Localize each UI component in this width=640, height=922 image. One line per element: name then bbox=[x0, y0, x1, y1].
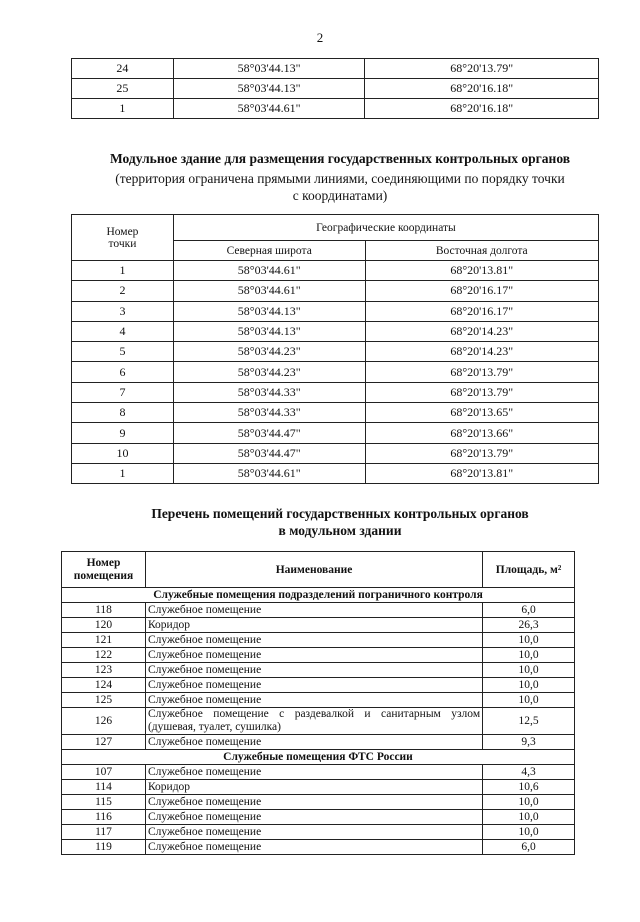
latitude: 58°03'44.13" bbox=[173, 79, 365, 99]
table-row bbox=[62, 678, 575, 693]
latitude: 58°03'44.61" bbox=[173, 281, 365, 301]
latitude: 58°03'44.13" bbox=[173, 59, 365, 79]
room-number: 125 bbox=[62, 693, 146, 708]
page-number: 2 bbox=[316, 30, 324, 45]
table-row bbox=[72, 79, 599, 99]
room-number: 126 bbox=[62, 708, 146, 735]
room-area: 10,0 bbox=[483, 810, 575, 825]
table-row bbox=[62, 780, 575, 795]
longitude: 68°20'13.81" bbox=[365, 261, 599, 281]
table-row bbox=[62, 633, 575, 648]
room-area: 10,0 bbox=[483, 693, 575, 708]
table-row bbox=[62, 810, 575, 825]
room-area: 10,0 bbox=[483, 663, 575, 678]
room-number: 121 bbox=[62, 633, 146, 648]
table-row bbox=[62, 840, 575, 855]
table-row bbox=[72, 362, 599, 382]
latitude: 58°03'44.33" bbox=[173, 403, 365, 423]
room-number: 117 bbox=[62, 825, 146, 840]
room-number: 122 bbox=[62, 648, 146, 663]
table-row bbox=[62, 603, 575, 618]
room-name: Коридор bbox=[145, 618, 482, 633]
section-title-rooms-list-line1: Перечень помещений государственных контрольных органов bbox=[151, 506, 529, 521]
room-area: 6,0 bbox=[483, 603, 575, 618]
latitude: 58°03'44.13" bbox=[173, 301, 365, 321]
rooms-table bbox=[61, 551, 575, 855]
room-name: Служебное помещение bbox=[145, 693, 482, 708]
room-area: 10,0 bbox=[483, 678, 575, 693]
table-row bbox=[72, 423, 599, 443]
room-area: 10,0 bbox=[483, 795, 575, 810]
point-number: 24 bbox=[72, 59, 174, 79]
table-row bbox=[62, 795, 575, 810]
table-row bbox=[72, 321, 599, 341]
room-area: 10,0 bbox=[483, 633, 575, 648]
point-number: 5 bbox=[72, 342, 174, 362]
section-title-rooms-list-line2: в модульном здании bbox=[278, 523, 402, 538]
group-header-row bbox=[62, 750, 575, 765]
room-name: Служебное помещение bbox=[145, 735, 482, 750]
point-number: 1 bbox=[72, 261, 174, 281]
table-row bbox=[72, 443, 599, 463]
latitude: 58°03'44.47" bbox=[173, 443, 365, 463]
point-number: 10 bbox=[72, 443, 174, 463]
room-area: 26,3 bbox=[483, 618, 575, 633]
table-row bbox=[72, 382, 599, 402]
room-name: Служебное помещение bbox=[145, 648, 482, 663]
point-number: 25 bbox=[72, 79, 174, 99]
longitude: 68°20'14.23" bbox=[365, 321, 599, 341]
header-longitude: Восточная долгота bbox=[365, 241, 599, 261]
room-area: 6,0 bbox=[483, 840, 575, 855]
header-latitude: Северная широта bbox=[173, 241, 365, 261]
room-area: 4,3 bbox=[483, 765, 575, 780]
room-number: 127 bbox=[62, 735, 146, 750]
room-name: Служебное помещение bbox=[145, 810, 482, 825]
room-name: Служебное помещение bbox=[145, 633, 482, 648]
room-name: Служебное помещение bbox=[145, 840, 482, 855]
longitude: 68°20'14.23" bbox=[365, 342, 599, 362]
longitude: 68°20'16.17" bbox=[365, 301, 599, 321]
table-row bbox=[62, 765, 575, 780]
room-name: Служебное помещение bbox=[145, 825, 482, 840]
latitude: 58°03'44.47" bbox=[173, 423, 365, 443]
table-row bbox=[72, 99, 599, 119]
room-name: Коридор bbox=[145, 780, 482, 795]
point-number: 9 bbox=[72, 423, 174, 443]
longitude: 68°20'16.18" bbox=[365, 79, 599, 99]
coordinates-table-continued bbox=[71, 58, 599, 119]
longitude: 68°20'13.79" bbox=[365, 443, 599, 463]
room-area: 9,3 bbox=[483, 735, 575, 750]
room-name: Служебное помещение bbox=[145, 795, 482, 810]
room-number: 114 bbox=[62, 780, 146, 795]
group-header-row bbox=[62, 588, 575, 603]
longitude: 68°20'13.66" bbox=[365, 423, 599, 443]
point-number: 2 bbox=[72, 281, 174, 301]
table-row bbox=[72, 261, 599, 281]
room-number: 107 bbox=[62, 765, 146, 780]
table-row bbox=[62, 663, 575, 678]
room-name: Служебное помещение bbox=[145, 765, 482, 780]
room-area: 10,6 bbox=[483, 780, 575, 795]
room-number: 124 bbox=[62, 678, 146, 693]
header-room-number: Номер помещения bbox=[62, 552, 146, 588]
header-room-area: Площадь, м² bbox=[483, 552, 575, 588]
room-number: 119 bbox=[62, 840, 146, 855]
table-row bbox=[62, 708, 575, 735]
header-point-number: Номер точки bbox=[72, 215, 174, 261]
room-number: 115 bbox=[62, 795, 146, 810]
longitude: 68°20'16.18" bbox=[365, 99, 599, 119]
point-number: 3 bbox=[72, 301, 174, 321]
table-row bbox=[72, 59, 599, 79]
longitude: 68°20'13.81" bbox=[365, 463, 599, 483]
room-name: Служебное помещение с раздевалкой и санитарным узлом (душевая, туалет, сушилка) bbox=[145, 708, 482, 735]
latitude: 58°03'44.23" bbox=[173, 342, 365, 362]
room-number: 116 bbox=[62, 810, 146, 825]
table-row bbox=[72, 463, 599, 483]
section-title-modular-building: Модульное здание для размещения государственных контрольных органов bbox=[109, 151, 571, 166]
room-number: 118 bbox=[62, 603, 146, 618]
table-row bbox=[72, 281, 599, 301]
table-row bbox=[62, 825, 575, 840]
latitude: 58°03'44.13" bbox=[173, 321, 365, 341]
longitude: 68°20'13.79" bbox=[365, 59, 599, 79]
point-number: 6 bbox=[72, 362, 174, 382]
table-row bbox=[62, 618, 575, 633]
room-number: 120 bbox=[62, 618, 146, 633]
latitude: 58°03'44.61" bbox=[173, 99, 365, 119]
section-subtitle-line2: с координатами) bbox=[292, 188, 388, 203]
point-number: 7 bbox=[72, 382, 174, 402]
header-room-name: Наименование bbox=[145, 552, 482, 588]
point-number: 1 bbox=[72, 463, 174, 483]
room-name: Служебное помещение bbox=[145, 603, 482, 618]
room-area: 10,0 bbox=[483, 825, 575, 840]
longitude: 68°20'13.79" bbox=[365, 382, 599, 402]
table-row bbox=[62, 648, 575, 663]
section-subtitle-line1: (территория ограничена прямыми линиями, соединяющими по порядку точки bbox=[115, 171, 565, 186]
table-row bbox=[72, 403, 599, 423]
latitude: 58°03'44.33" bbox=[173, 382, 365, 402]
longitude: 68°20'13.79" bbox=[365, 362, 599, 382]
table-row bbox=[62, 735, 575, 750]
table-row bbox=[72, 301, 599, 321]
point-number: 8 bbox=[72, 403, 174, 423]
room-area: 12,5 bbox=[483, 708, 575, 735]
latitude: 58°03'44.23" bbox=[173, 362, 365, 382]
room-number: 123 bbox=[62, 663, 146, 678]
point-number: 1 bbox=[72, 99, 174, 119]
latitude: 58°03'44.61" bbox=[173, 463, 365, 483]
header-geo-coordinates: Географические координаты bbox=[173, 215, 598, 241]
table-row bbox=[62, 693, 575, 708]
longitude: 68°20'13.65" bbox=[365, 403, 599, 423]
point-number: 4 bbox=[72, 321, 174, 341]
longitude: 68°20'16.17" bbox=[365, 281, 599, 301]
room-area: 10,0 bbox=[483, 648, 575, 663]
room-name: Служебное помещение bbox=[145, 678, 482, 693]
table-row bbox=[72, 342, 599, 362]
coordinates-table bbox=[71, 214, 599, 484]
group-title: Служебные помещения подразделений пограничного контроля bbox=[62, 588, 575, 603]
latitude: 58°03'44.61" bbox=[173, 261, 365, 281]
group-title: Служебные помещения ФТС России bbox=[62, 750, 575, 765]
room-name: Служебное помещение bbox=[145, 663, 482, 678]
